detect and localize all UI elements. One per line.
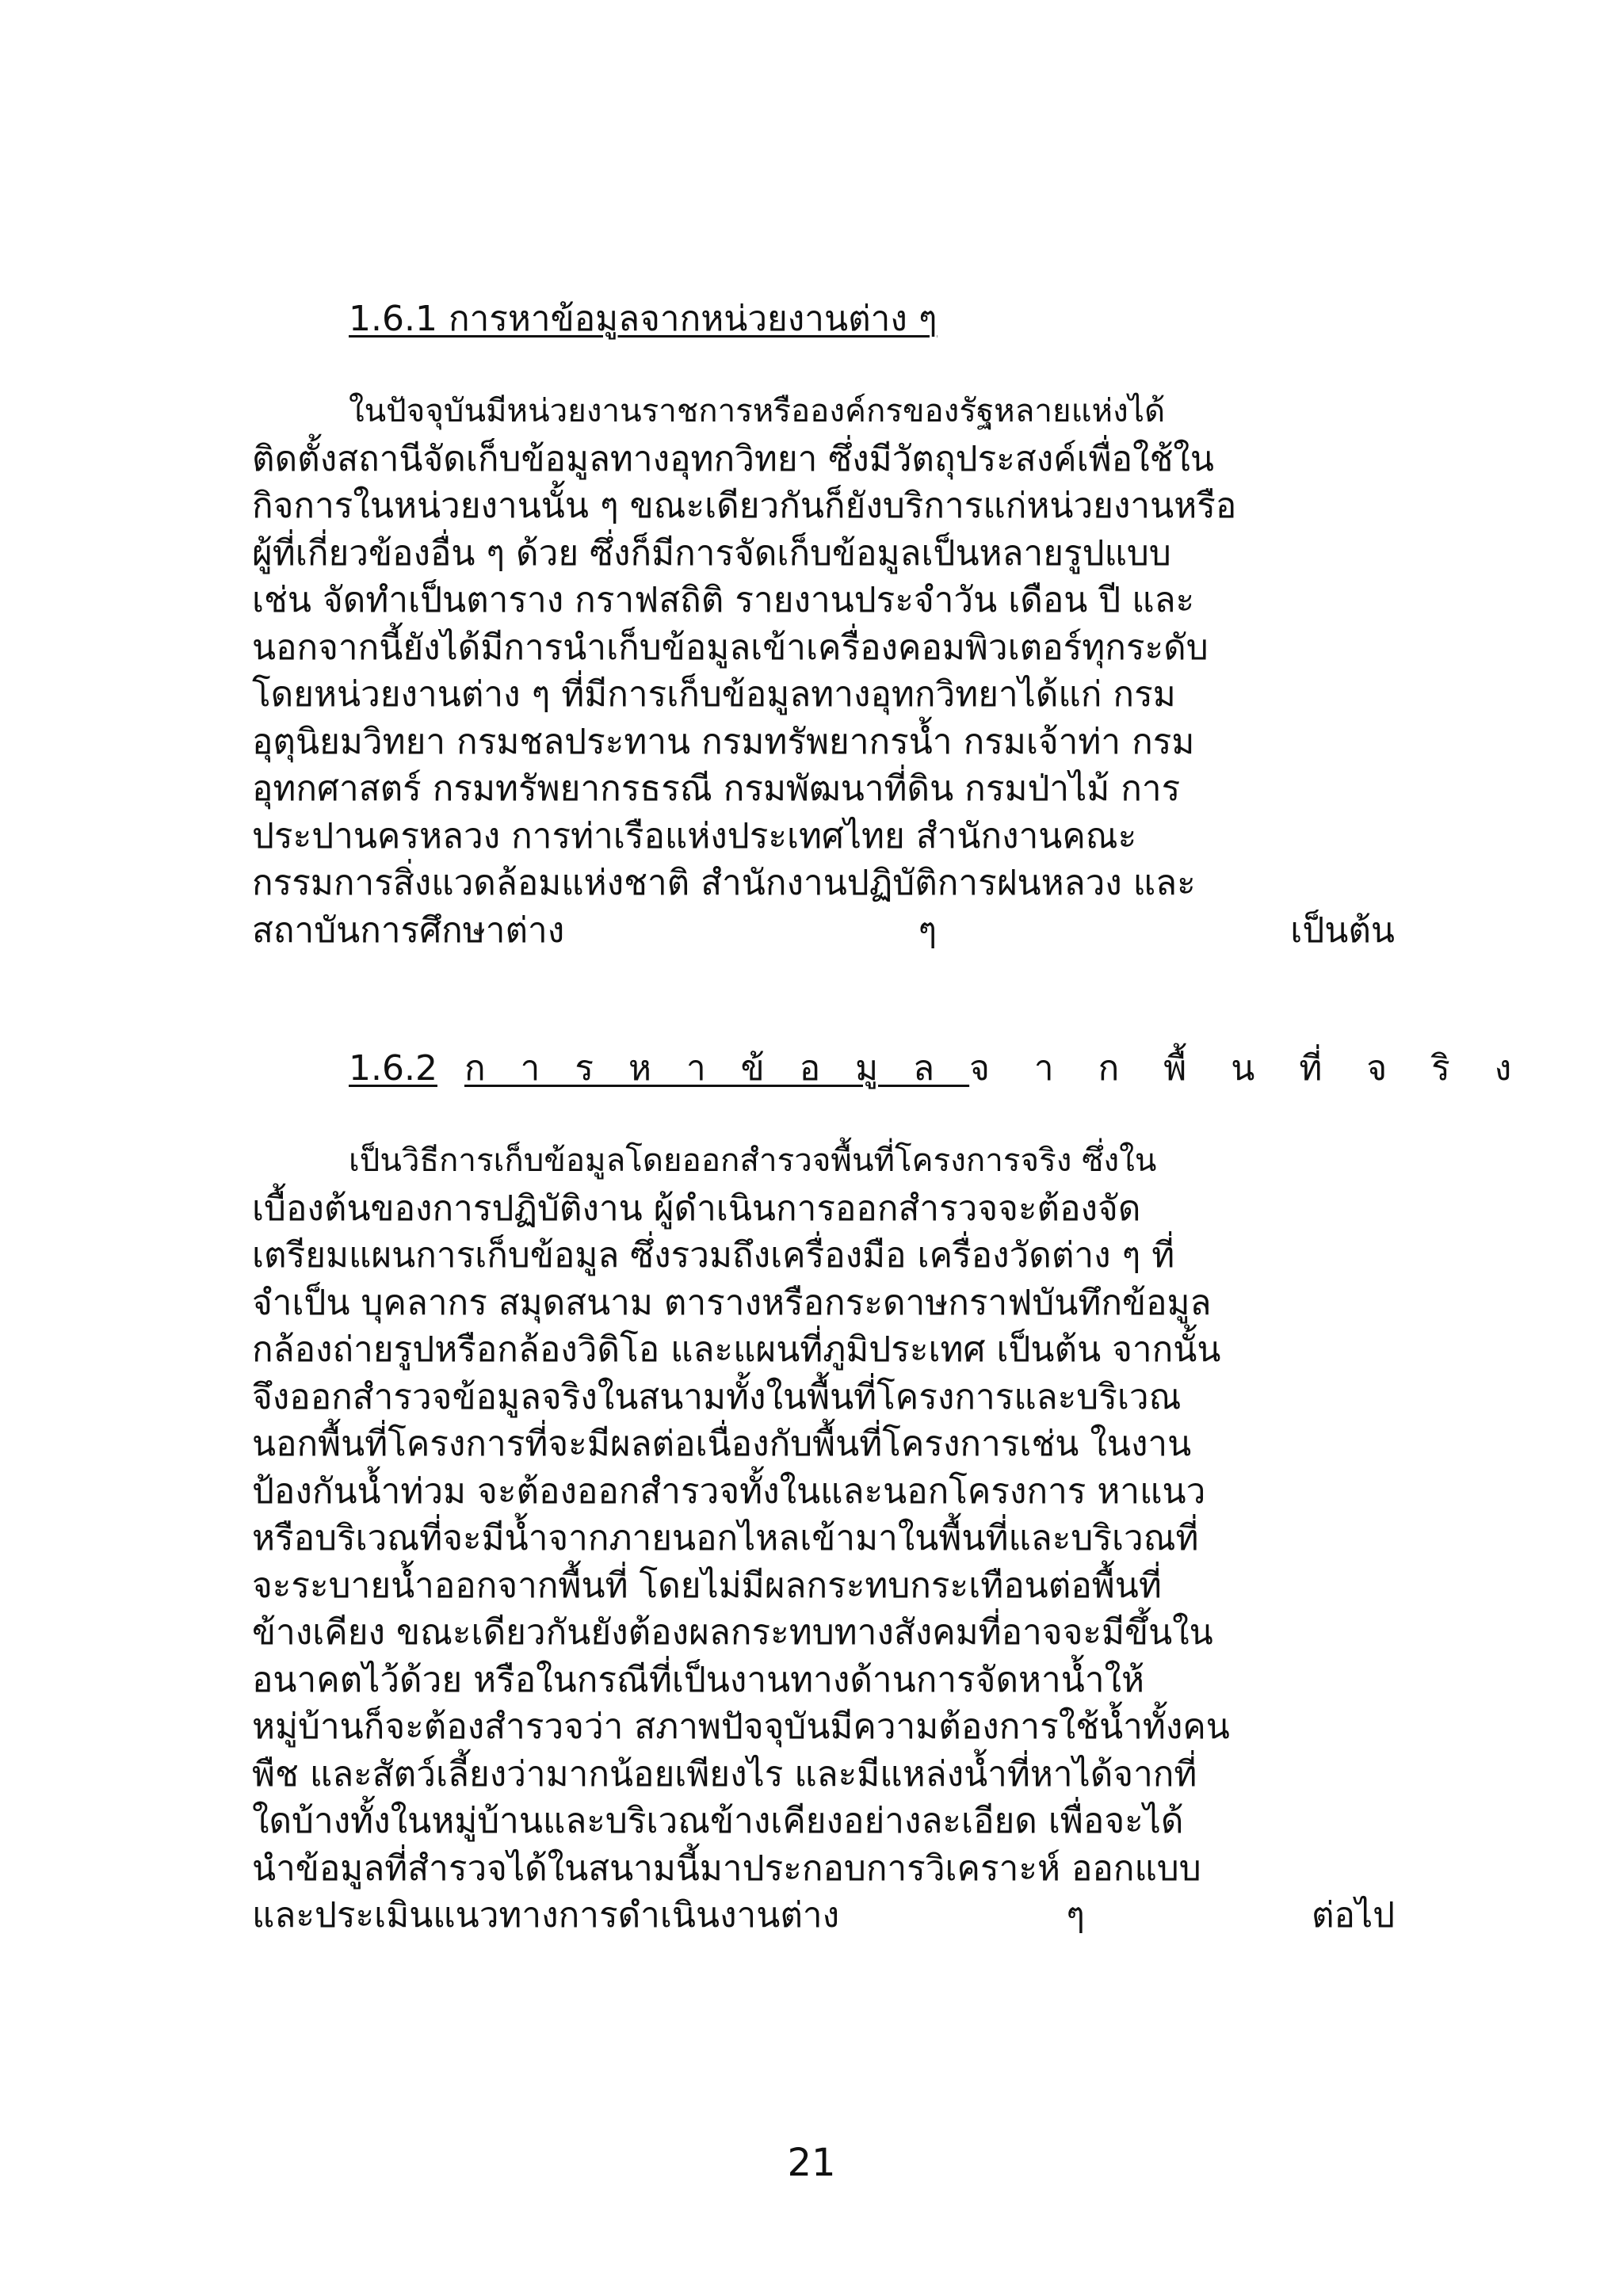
section-paragraph-2 (252, 1138, 1395, 1939)
paragraph-line-justified (252, 1892, 1395, 1939)
paragraph-line: จำเป็น บุคลากร สมุดสนาม ตารางหรือกระดาษกราฟบันทึกข้อมูล (252, 1282, 1212, 1323)
justified-word: เป็นต้น (1290, 910, 1395, 951)
paragraph-line: เตรียมแผนการเก็บข้อมูล ซึ่งรวมถึงเครื่องมือ เครื่องวัดต่าง ๆ ที่ (252, 1235, 1175, 1276)
paragraph-line: หมู่บ้านก็จะต้องสำรวจว่า สภาพปัจจุบันมีความต้องการใช้น้ำทั้งคน (252, 1707, 1230, 1747)
section-heading-1-6-1 (349, 295, 1395, 344)
paragraph-line: กรรมการสิ่งแวดล้อมแห่งชาติ สำนักงานปฏิบัติการฝนหลวง และ (252, 863, 1196, 903)
justified-word: และประเมินแนวทางการดำเนินงานต่าง (252, 1895, 840, 1936)
justified-word: ๆ (918, 910, 938, 951)
justified-word: ต่อไป (1311, 1895, 1395, 1936)
paragraph-line: ติดตั้งสถานีจัดเก็บข้อมูลทางอุทกวิทยา ซึ่งมีวัตถุประสงค์เพื่อใช้ใน (252, 438, 1214, 479)
paragraph-line: ป้องกันน้ำท่วม จะต้องออกสำรวจทั้งในและนอกโครงการ หาแนว (252, 1470, 1206, 1512)
paragraph-line: ผู้ที่เกี่ยวข้องอื่น ๆ ด้วย ซึ่งก็มีการจัดเก็บข้อมูลเป็นหลายรูปแบบ (252, 532, 1171, 574)
paragraph-line: เช่น จัดทำเป็นตาราง กราฟสถิติ รายงานประจำวัน เดือน ปี และ (252, 580, 1195, 620)
section-heading-1-6-2 (349, 1044, 1556, 1093)
paragraph-line-justified (252, 907, 1395, 955)
section-heading-underlined (349, 1044, 969, 1093)
paragraph-line: กล้องถ่ายรูปหรือกล้องวิดิโอ และแผนที่ภูมิประเทศ เป็นต้น จากนั้น (252, 1329, 1221, 1370)
section-paragraph-1 (252, 388, 1395, 954)
paragraph-line: กิจการในหน่วยงานนั้น ๆ ขณะเดียวกันก็ยังบริการแก่หน่วยงานหรือ (252, 486, 1237, 526)
paragraph-line: ประปานครหลวง การท่าเรือแห่งประเทศไทย สำนักงานคณะ (252, 815, 1137, 856)
paragraph-line: อุทกศาสตร์ กรมทรัพยากรธรณี กรมพัฒนาที่ดิน กรมป่าไม้ การ (252, 769, 1181, 809)
justified-word: ๆ (1066, 1895, 1085, 1936)
paragraph-line: หรือบริเวณที่จะมีน้ำจากภายนอกไหลเข้ามาในพื้นที่และบริเวณที่ (252, 1518, 1199, 1558)
paragraph-line: จะระบายน้ำออกจากพื้นที่ โดยไม่มีผลกระทบกระเทือนต่อพื้นที่ (252, 1565, 1162, 1606)
paragraph-line: ข้างเคียง ขณะเดียวกันยังต้องผลกระทบทางสังคมที่อาจจะมีขึ้นใน (252, 1612, 1213, 1653)
paragraph-line: อุตุนิยมวิทยา กรมชลประทาน กรมทรัพยากรน้ำ กรมเจ้าท่า กรม (252, 721, 1195, 762)
paragraph-line: นอกพื้นที่โครงการที่จะมีผลต่อเนื่องกับพื้นที่โครงการเช่น ในงาน (252, 1424, 1192, 1464)
paragraph-line: ใดบ้างทั้งในหมู่บ้านและบริเวณข้างเคียงอย่างละเอียด เพื่อจะได้ (252, 1801, 1184, 1841)
paragraph-line: พืช และสัตว์เลี้ยงว่ามากน้อยเพียงไร และมีแหล่งน้ำที่หาได้จากที่ (252, 1753, 1197, 1794)
paragraph-line: โดยหน่วยงานต่าง ๆ ที่มีการเก็บข้อมูลทางอุทกวิทยาได้แก่ กรม (252, 674, 1176, 715)
justified-word: สถาบันการศึกษาต่าง (252, 910, 565, 951)
section-heading-number: 1.6.2 (349, 1048, 437, 1089)
page-number: 21 (787, 2141, 836, 2185)
paragraph-line: เป็นวิธีการเก็บข้อมูลโดยออกสำรวจพื้นที่โครงการจริง ซึ่งใน (349, 1142, 1157, 1179)
paragraph-line: อนาคตไว้ด้วย หรือในกรณีที่เป็นงานทางด้านการจัดหาน้ำให้ (252, 1659, 1145, 1700)
paragraph-line: จึงออกสำรวจข้อมูลจริงในสนามทั้งในพื้นที่โครงการและบริเวณ (252, 1376, 1182, 1417)
paragraph-line: นำข้อมูลที่สำรวจได้ในสนามนี้มาประกอบการวิเคราะห์ ออกแบบ (252, 1848, 1201, 1889)
section-heading-underlined-text: การหาข้อมูล (464, 1048, 970, 1089)
section-heading-text: 1.6.1 การหาข้อมูลจากหน่วยงานต่าง ๆ (349, 299, 938, 339)
paragraph-line: เบื้องต้นของการปฏิบัติงาน ผู้ดำเนินการออกสำรวจจะต้องจัด (252, 1188, 1141, 1229)
paragraph-line: นอกจากนี้ยังได้มีการนำเก็บข้อมูลเข้าเครื่องคอมพิวเตอร์ทุกระดับ (252, 627, 1209, 668)
section-heading-rest: จากพื้นที่จริง (969, 1048, 1556, 1089)
paragraph-line: ในปัจจุบันมีหน่วยงานราชการหรือองค์กรของรัฐหลายแห่งได้ (349, 393, 1166, 429)
